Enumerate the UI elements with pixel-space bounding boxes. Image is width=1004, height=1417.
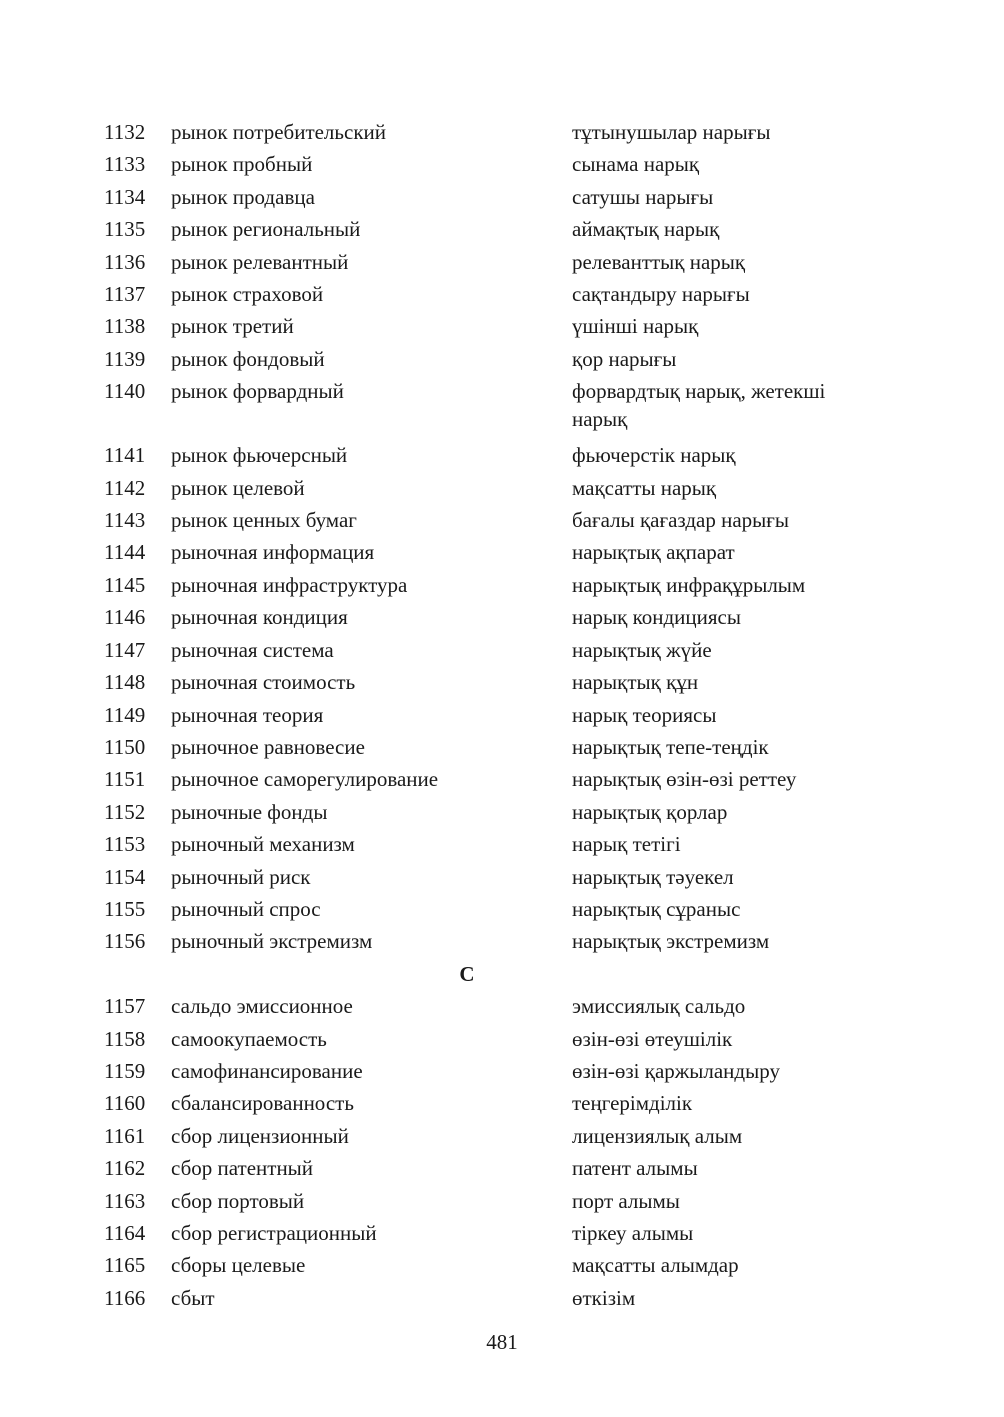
entry-row	[104, 990, 904, 1022]
entry-kz: нарықтық сұраныс	[572, 896, 741, 921]
entry-kz: теңгерімділік	[572, 1091, 693, 1116]
entry-ru: сбор портовый	[171, 1188, 305, 1213]
entry-row	[104, 828, 904, 860]
entry-row	[104, 1055, 904, 1087]
entry-num: 1146	[104, 605, 146, 630]
entry-ru: рынок форвардный	[171, 379, 344, 404]
entry-num: 1148	[104, 670, 146, 695]
entry-kz: өткізім	[572, 1285, 636, 1310]
entry-num: 1137	[104, 282, 146, 307]
entry-kz: өзін-өзі қаржыландыру	[572, 1058, 780, 1083]
entry-row	[104, 536, 904, 568]
entry-num: 1133	[104, 152, 146, 177]
entry-ru: рынок релевантный	[171, 249, 349, 274]
entry-row	[104, 1023, 904, 1055]
entry-ru: рыночная система	[171, 637, 334, 662]
entry-ru: рынок потребительский	[171, 120, 386, 144]
entry-row	[104, 1217, 904, 1249]
entries	[104, 116, 904, 1314]
entry-num: 1142	[104, 475, 146, 500]
entry-row	[104, 181, 904, 213]
entry-row	[104, 504, 904, 536]
entry-ru: сальдо эмиссионное	[171, 994, 353, 1019]
entry-kz: релеванттық нарық	[572, 249, 746, 274]
entry-kz: мақсатты нарық	[572, 475, 717, 500]
entry-row	[104, 569, 904, 601]
entry-kz: нарық тетігі	[572, 832, 681, 857]
entry-num: 1140	[104, 379, 146, 404]
entry-num: 1164	[104, 1221, 146, 1245]
entry-kz: лицензиялық алым	[572, 1123, 743, 1148]
entry-row	[104, 213, 904, 245]
entry-num: 1157	[104, 994, 146, 1019]
entry-num: 1160	[104, 1091, 146, 1116]
entry-num: 1159	[104, 1058, 146, 1083]
entry-num: 1166	[104, 1285, 146, 1310]
entry-kz: нарықтық жүйе	[572, 637, 712, 662]
entry-kz: нарықтық тәуекел	[572, 864, 734, 889]
entry-row	[104, 148, 904, 180]
entry-row	[104, 1185, 904, 1217]
entry-row	[104, 1249, 904, 1281]
entry-ru: рыночные фонды	[171, 799, 328, 824]
entry-row	[104, 861, 904, 893]
entry-ru: сбор лицензионный	[171, 1123, 349, 1148]
entry-num: 1138	[104, 314, 146, 339]
section-r	[104, 116, 904, 958]
entry-kz: нарықтық қорлар	[572, 799, 728, 824]
entry-ru: сборы целевые	[171, 1253, 306, 1278]
entry-num: 1162	[104, 1156, 146, 1181]
entry-row	[104, 666, 904, 698]
entry-kz: патент алымы	[572, 1156, 698, 1181]
entry-kz: нарықтық ақпарат	[572, 540, 735, 565]
entry-row	[104, 116, 904, 148]
entry-ru: рынок третий	[171, 314, 294, 339]
page-number: 481	[486, 1330, 518, 1354]
entry-ru: рынок продавца	[171, 184, 315, 209]
entry-ru: сбыт	[171, 1285, 215, 1310]
entry-ru: рынок пробный	[171, 152, 313, 177]
section-s	[104, 990, 904, 1314]
entry-kz: өзін-өзі өтеушілік	[572, 1026, 733, 1051]
entry-ru: рыночный механизм	[171, 832, 355, 857]
entry-row	[104, 278, 904, 310]
entry-kz: порт алымы	[572, 1188, 680, 1213]
entry-row	[104, 1120, 904, 1152]
entry-kz: форвардтық нарық, жетекші нарық	[572, 379, 826, 432]
entry-kz: үшінші нарық	[572, 314, 699, 339]
entry-num: 1152	[104, 799, 146, 824]
entry-kz: бағалы қағаздар нарығы	[572, 508, 789, 533]
entry-num: 1132	[104, 120, 146, 144]
entry-ru: самофинансирование	[171, 1058, 363, 1083]
entry-row	[104, 731, 904, 763]
entry-ru: рынок страховой	[171, 282, 324, 307]
entry-ru: рыночное саморегулирование	[171, 767, 439, 792]
entry-ru: рыночное равновесие	[171, 734, 365, 759]
entry-row	[104, 343, 904, 375]
entry-num: 1161	[104, 1123, 146, 1148]
entry-row	[104, 601, 904, 633]
entry-ru: рыночная теория	[171, 702, 324, 727]
entry-row	[104, 763, 904, 795]
entry-row	[104, 472, 904, 504]
entry-row	[104, 375, 904, 439]
entry-kz: нарықтық тепе-теңдік	[572, 734, 769, 759]
entry-kz: аймақтық нарық	[572, 217, 720, 242]
entry-kz: мақсатты алымдар	[572, 1253, 739, 1278]
entry-kz: нарықтық өзін-өзі реттеу	[572, 767, 797, 792]
entry-ru: рыночный спрос	[171, 896, 321, 921]
entry-row	[104, 893, 904, 925]
entry-row	[104, 310, 904, 342]
entry-row	[104, 796, 904, 828]
entry-num: 1136	[104, 249, 146, 274]
entry-num: 1151	[104, 767, 146, 792]
entry-num: 1158	[104, 1026, 146, 1051]
entry-ru: сбор регистрационный	[171, 1221, 377, 1245]
entry-ru: рыночная стоимость	[171, 670, 356, 695]
entry-kz: эмиссиялық сальдо	[572, 994, 746, 1019]
entry-ru: рыночная инфраструктура	[171, 572, 408, 597]
entry-num: 1163	[104, 1188, 146, 1213]
entry-num: 1139	[104, 346, 146, 371]
section-letter-heading	[0, 958, 868, 990]
entry-num: 1155	[104, 896, 146, 921]
entry-num: 1144	[104, 540, 146, 565]
entry-ru: рыночная кондиция	[171, 605, 348, 630]
entry-kz: сақтандыру нарығы	[572, 282, 750, 307]
entry-row	[104, 699, 904, 731]
entry-row	[104, 1152, 904, 1184]
entry-kz: нарық теориясы	[572, 702, 717, 727]
entry-num: 1134	[104, 184, 146, 209]
entry-num: 1145	[104, 572, 146, 597]
entry-kz: тіркеу алымы	[572, 1221, 694, 1245]
entry-num: 1156	[104, 929, 146, 954]
entry-ru: рыночный экстремизм	[171, 929, 373, 954]
entry-kz: нарық кондициясы	[572, 605, 741, 630]
entry-row	[104, 246, 904, 278]
entry-ru: рынок региональный	[171, 217, 361, 242]
entry-row	[104, 634, 904, 666]
entry-num: 1154	[104, 864, 146, 889]
entry-kz: нарықтық экстремизм	[572, 929, 770, 954]
entry-num: 1135	[104, 217, 146, 242]
entry-ru: рынок фьючерсный	[171, 443, 348, 468]
entry-row	[104, 925, 904, 957]
entry-kz: фьючерстік нарық	[572, 443, 736, 468]
entry-ru: самоокупаемость	[171, 1026, 327, 1051]
entry-num: 1147	[104, 637, 146, 662]
entry-ru: рынок фондовый	[171, 346, 325, 371]
entry-ru: сбалансированность	[171, 1091, 354, 1116]
entry-ru: рынок целевой	[171, 475, 305, 500]
entry-kz: нарықтық инфрақұрылым	[572, 572, 806, 597]
entry-kz: тұтынушылар нарығы	[572, 120, 771, 144]
entry-ru: рыночная информация	[171, 540, 375, 565]
entry-row	[104, 1282, 904, 1314]
entry-row	[104, 1087, 904, 1119]
entry-num: 1153	[104, 832, 146, 857]
entry-kz: қор нарығы	[572, 346, 677, 371]
entry-num: 1143	[104, 508, 146, 533]
section-letter: С	[459, 961, 475, 986]
entry-ru: рыночный риск	[171, 864, 311, 889]
entry-ru: рынок ценных бумаг	[171, 508, 357, 533]
entry-num: 1149	[104, 702, 146, 727]
entry-num: 1165	[104, 1253, 146, 1278]
entry-ru: сбор патентный	[171, 1156, 314, 1181]
entry-kz: нарықтық құн	[572, 670, 699, 695]
entry-num: 1150	[104, 734, 146, 759]
entry-num: 1141	[104, 443, 146, 468]
entry-row	[104, 439, 904, 471]
entry-kz: сынама нарық	[572, 152, 700, 177]
entry-kz: сатушы нарығы	[572, 184, 714, 209]
